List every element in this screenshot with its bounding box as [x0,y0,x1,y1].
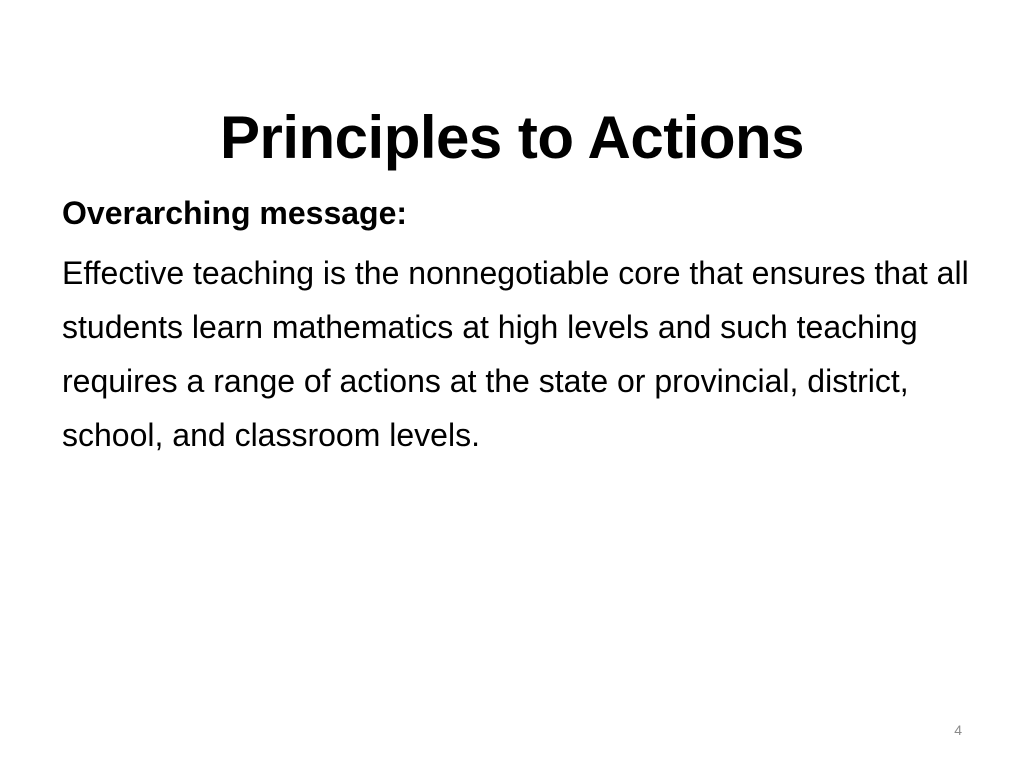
slide-content [62,190,982,462]
overarching-message-body: Effective teaching is the nonnegotiable core that ensures that all students learn mathematics at high levels and such teaching requires a range of actions at the state or provincial, district, school, and classroom levels. [62,255,969,453]
overarching-message-heading: Overarching message: [62,195,408,231]
slide-title: Principles to Actions [219,104,805,172]
slide-page-number: 4 [954,722,962,738]
